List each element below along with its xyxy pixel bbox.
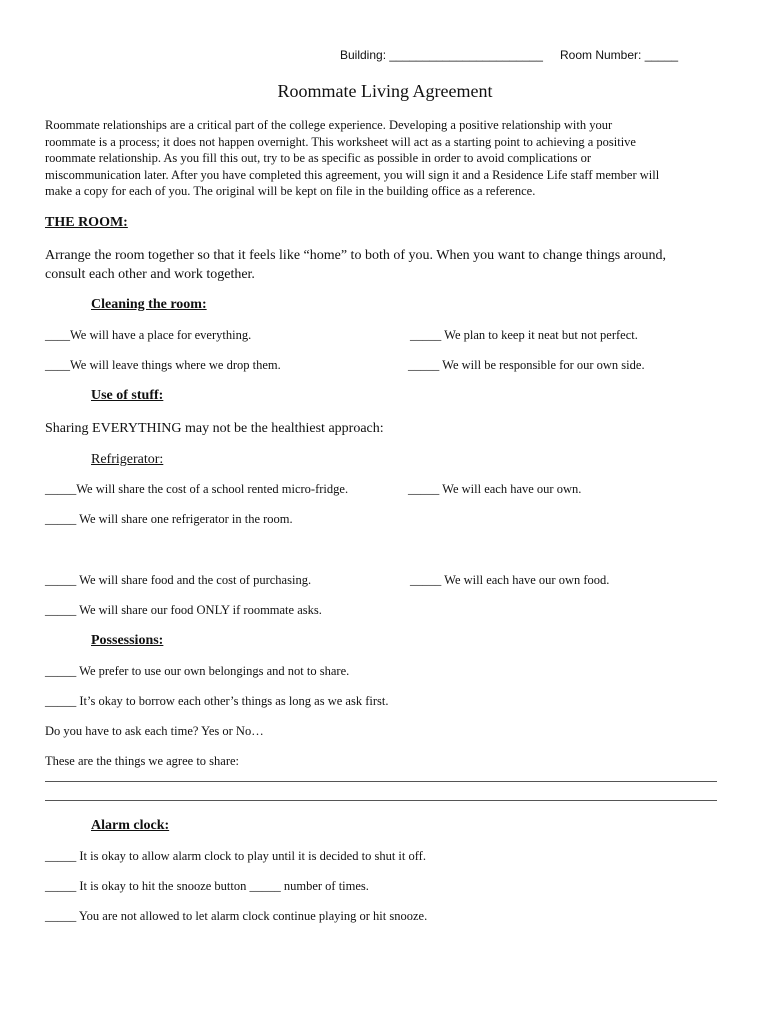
alarm-option-not-allowed[interactable]: _____ You are not allowed to let alarm clock continue playing or hit snooze.: [45, 909, 428, 923]
share-list-label: These are the things we agree to share:: [45, 754, 240, 768]
cleaning-option-own-side[interactable]: _____ We will be responsible for our own side.: [408, 358, 645, 372]
fridge-option-rented[interactable]: _____We will share the cost of a school rented micro-fridge.: [45, 482, 349, 496]
intro-line: miscommunication later. After you have completed this agreement, you will sign it and a Residence Life staff member will: [45, 167, 660, 182]
cleaning-option-place[interactable]: ____We will have a place for everything.: [45, 328, 252, 342]
share-list-line-2[interactable]: [45, 800, 717, 801]
intro-line: roommate relationship. As you fill this out, try to be as specific as possible in order to avoid complications or: [45, 151, 592, 166]
cleaning-option-drop[interactable]: ____We will leave things where we drop them.: [45, 358, 281, 372]
possessions-ask-question: Do you have to ask each time? Yes or No…: [45, 724, 264, 738]
use-of-stuff-text: Sharing EVERYTHING may not be the healthiest approach:: [45, 421, 384, 436]
alarm-clock-heading: Alarm clock:: [91, 818, 170, 833]
food-option-share-cost[interactable]: _____ We will share food and the cost of purchasing.: [45, 573, 312, 587]
use-of-stuff-heading: Use of stuff:: [91, 388, 164, 403]
page-title: Roommate Living Agreement: [277, 81, 493, 101]
room-section-heading: THE ROOM:: [45, 215, 128, 230]
intro-line: make a copy for each of you. The original will be kept on file in the building office as a reference.: [45, 184, 536, 199]
intro-paragraph: [45, 117, 735, 200]
building-field-label: Building: _______________________: [340, 48, 543, 62]
intro-line: Roommate relationships are a critical part of the college experience. Developing a positive relationship with your: [45, 118, 613, 132]
possessions-option-own[interactable]: _____ We prefer to use our own belongings and not to share.: [45, 664, 350, 678]
possessions-heading: Possessions:: [91, 633, 164, 648]
possessions-option-borrow[interactable]: _____ It’s okay to borrow each other’s things as long as we ask first.: [45, 694, 389, 708]
alarm-option-play[interactable]: _____ It is okay to allow alarm clock to play until it is decided to shut it off.: [45, 849, 426, 863]
alarm-option-snooze[interactable]: _____ It is okay to hit the snooze button _____ number of times.: [45, 879, 369, 893]
share-list-line-1[interactable]: [45, 781, 717, 782]
food-option-if-asks[interactable]: _____ We will share our food ONLY if roommate asks.: [45, 603, 322, 617]
food-option-own[interactable]: _____ We will each have our own food.: [410, 573, 610, 587]
cleaning-option-neat[interactable]: _____ We plan to keep it neat but not perfect.: [410, 328, 638, 342]
fridge-option-share-one[interactable]: _____ We will share one refrigerator in the room.: [45, 512, 293, 526]
room-text-line-1: Arrange the room together so that it feels like “home” to both of you. When you want to change things around,: [45, 248, 667, 263]
room-text-line-2: consult each other and work together.: [45, 267, 255, 282]
room-number-field-label: Room Number: _____: [560, 48, 679, 62]
refrigerator-heading: Refrigerator:: [91, 452, 164, 467]
fridge-option-own[interactable]: _____ We will each have our own.: [408, 482, 582, 496]
intro-line: roommate is a process; it does not happen overnight. This worksheet will act as a starting point to achieving a positive: [45, 134, 636, 149]
cleaning-heading: Cleaning the room:: [91, 297, 207, 312]
